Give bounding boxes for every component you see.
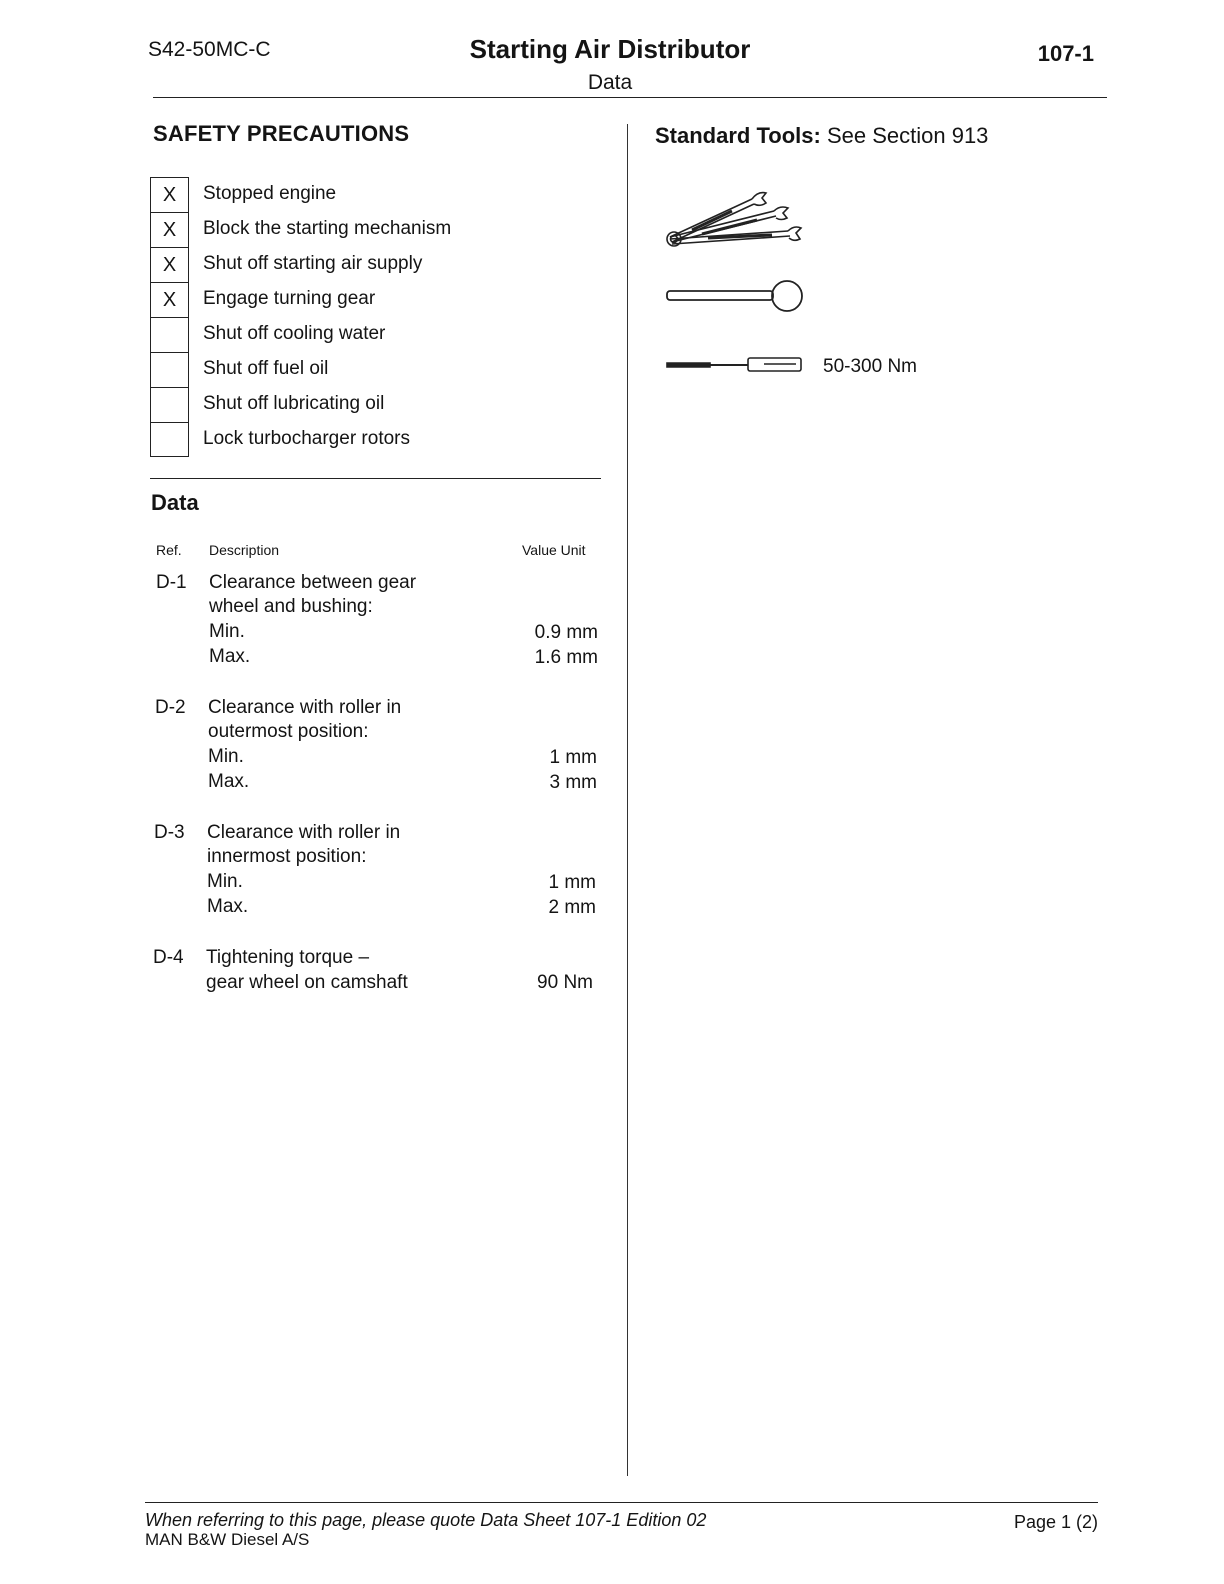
page-code: 107-1: [1037, 41, 1094, 66]
max-value: 1.6 mm: [534, 647, 598, 668]
checkbox: [150, 352, 189, 387]
checklist-label: Shut off lubricating oil: [203, 393, 385, 414]
min-value: 0.9 mm: [534, 622, 598, 643]
checklist-label: Shut off fuel oil: [203, 358, 329, 379]
safety-heading: SAFETY PRECAUTIONS: [153, 121, 410, 146]
row-description: Clearance between gear: [209, 572, 417, 593]
tools-heading-label: Standard Tools:: [655, 123, 821, 148]
checklist-label: Lock turbocharger rotors: [203, 428, 410, 449]
row-ref: D-3: [154, 822, 185, 843]
column-header-value-unit: Value Unit: [522, 542, 586, 558]
column-divider: [627, 124, 628, 1476]
checkbox: X: [150, 177, 189, 212]
row-description: gear wheel on camshaft: [206, 972, 408, 993]
page-title: Starting Air Distributor: [469, 34, 751, 64]
tools-heading: [655, 123, 988, 149]
footer-company: MAN B&W Diesel A/S: [145, 1530, 310, 1549]
spanner-set-icon: [662, 185, 812, 255]
min-value: 1 mm: [549, 747, 597, 768]
column-header-description: Description: [209, 542, 280, 558]
torque-wrench-icon: [664, 353, 806, 375]
row-description: Clearance with roller in: [208, 697, 402, 718]
footer-divider: [145, 1502, 1098, 1503]
max-label: Max.: [207, 896, 249, 917]
pin-tool-icon: [664, 278, 806, 314]
checkbox: [150, 387, 189, 422]
checkbox: [150, 422, 189, 457]
max-value: 2 mm: [548, 897, 596, 918]
row-description: wheel and bushing:: [209, 596, 373, 617]
min-label: Min.: [207, 871, 243, 892]
max-value: 3 mm: [549, 772, 597, 793]
checkbox: [150, 317, 189, 352]
row-description: Clearance with roller in: [207, 822, 401, 843]
header-divider: [153, 97, 1107, 98]
column-header-ref: Ref.: [156, 542, 182, 558]
page-subtitle: Data: [587, 71, 633, 94]
checkbox: X: [150, 212, 189, 247]
footer-note: When referring to this page, please quote Data Sheet 107-1 Edition 02: [145, 1510, 707, 1530]
engine-code: S42-50MC-C: [148, 38, 271, 61]
checklist-label: Block the starting mechanism: [203, 218, 452, 239]
min-label: Min.: [209, 621, 245, 642]
min-label: Min.: [208, 746, 244, 767]
checkbox: X: [150, 282, 189, 317]
row-ref: D-2: [155, 697, 186, 718]
checklist-label: Shut off cooling water: [203, 323, 386, 344]
row-value: 90 Nm: [537, 972, 593, 993]
safety-divider: [150, 478, 601, 479]
checklist-label: Engage turning gear: [203, 288, 376, 309]
checklist-label: Shut off starting air supply: [203, 253, 423, 274]
min-value: 1 mm: [548, 872, 596, 893]
row-ref: D-4: [153, 947, 184, 968]
row-description: innermost position:: [207, 846, 367, 867]
row-ref: D-1: [156, 572, 187, 593]
tools-heading-reference: See Section 913: [826, 123, 989, 148]
footer-page-number: Page 1 (2): [1013, 1512, 1098, 1532]
max-label: Max.: [209, 646, 251, 667]
torque-wrench-range: 50-300 Nm: [823, 356, 917, 377]
max-label: Max.: [208, 771, 250, 792]
data-heading: Data: [151, 490, 199, 515]
checklist-label: Stopped engine: [203, 183, 337, 204]
row-description: Tightening torque –: [206, 947, 370, 968]
row-description: outermost position:: [208, 721, 369, 742]
checkbox: X: [150, 247, 189, 282]
